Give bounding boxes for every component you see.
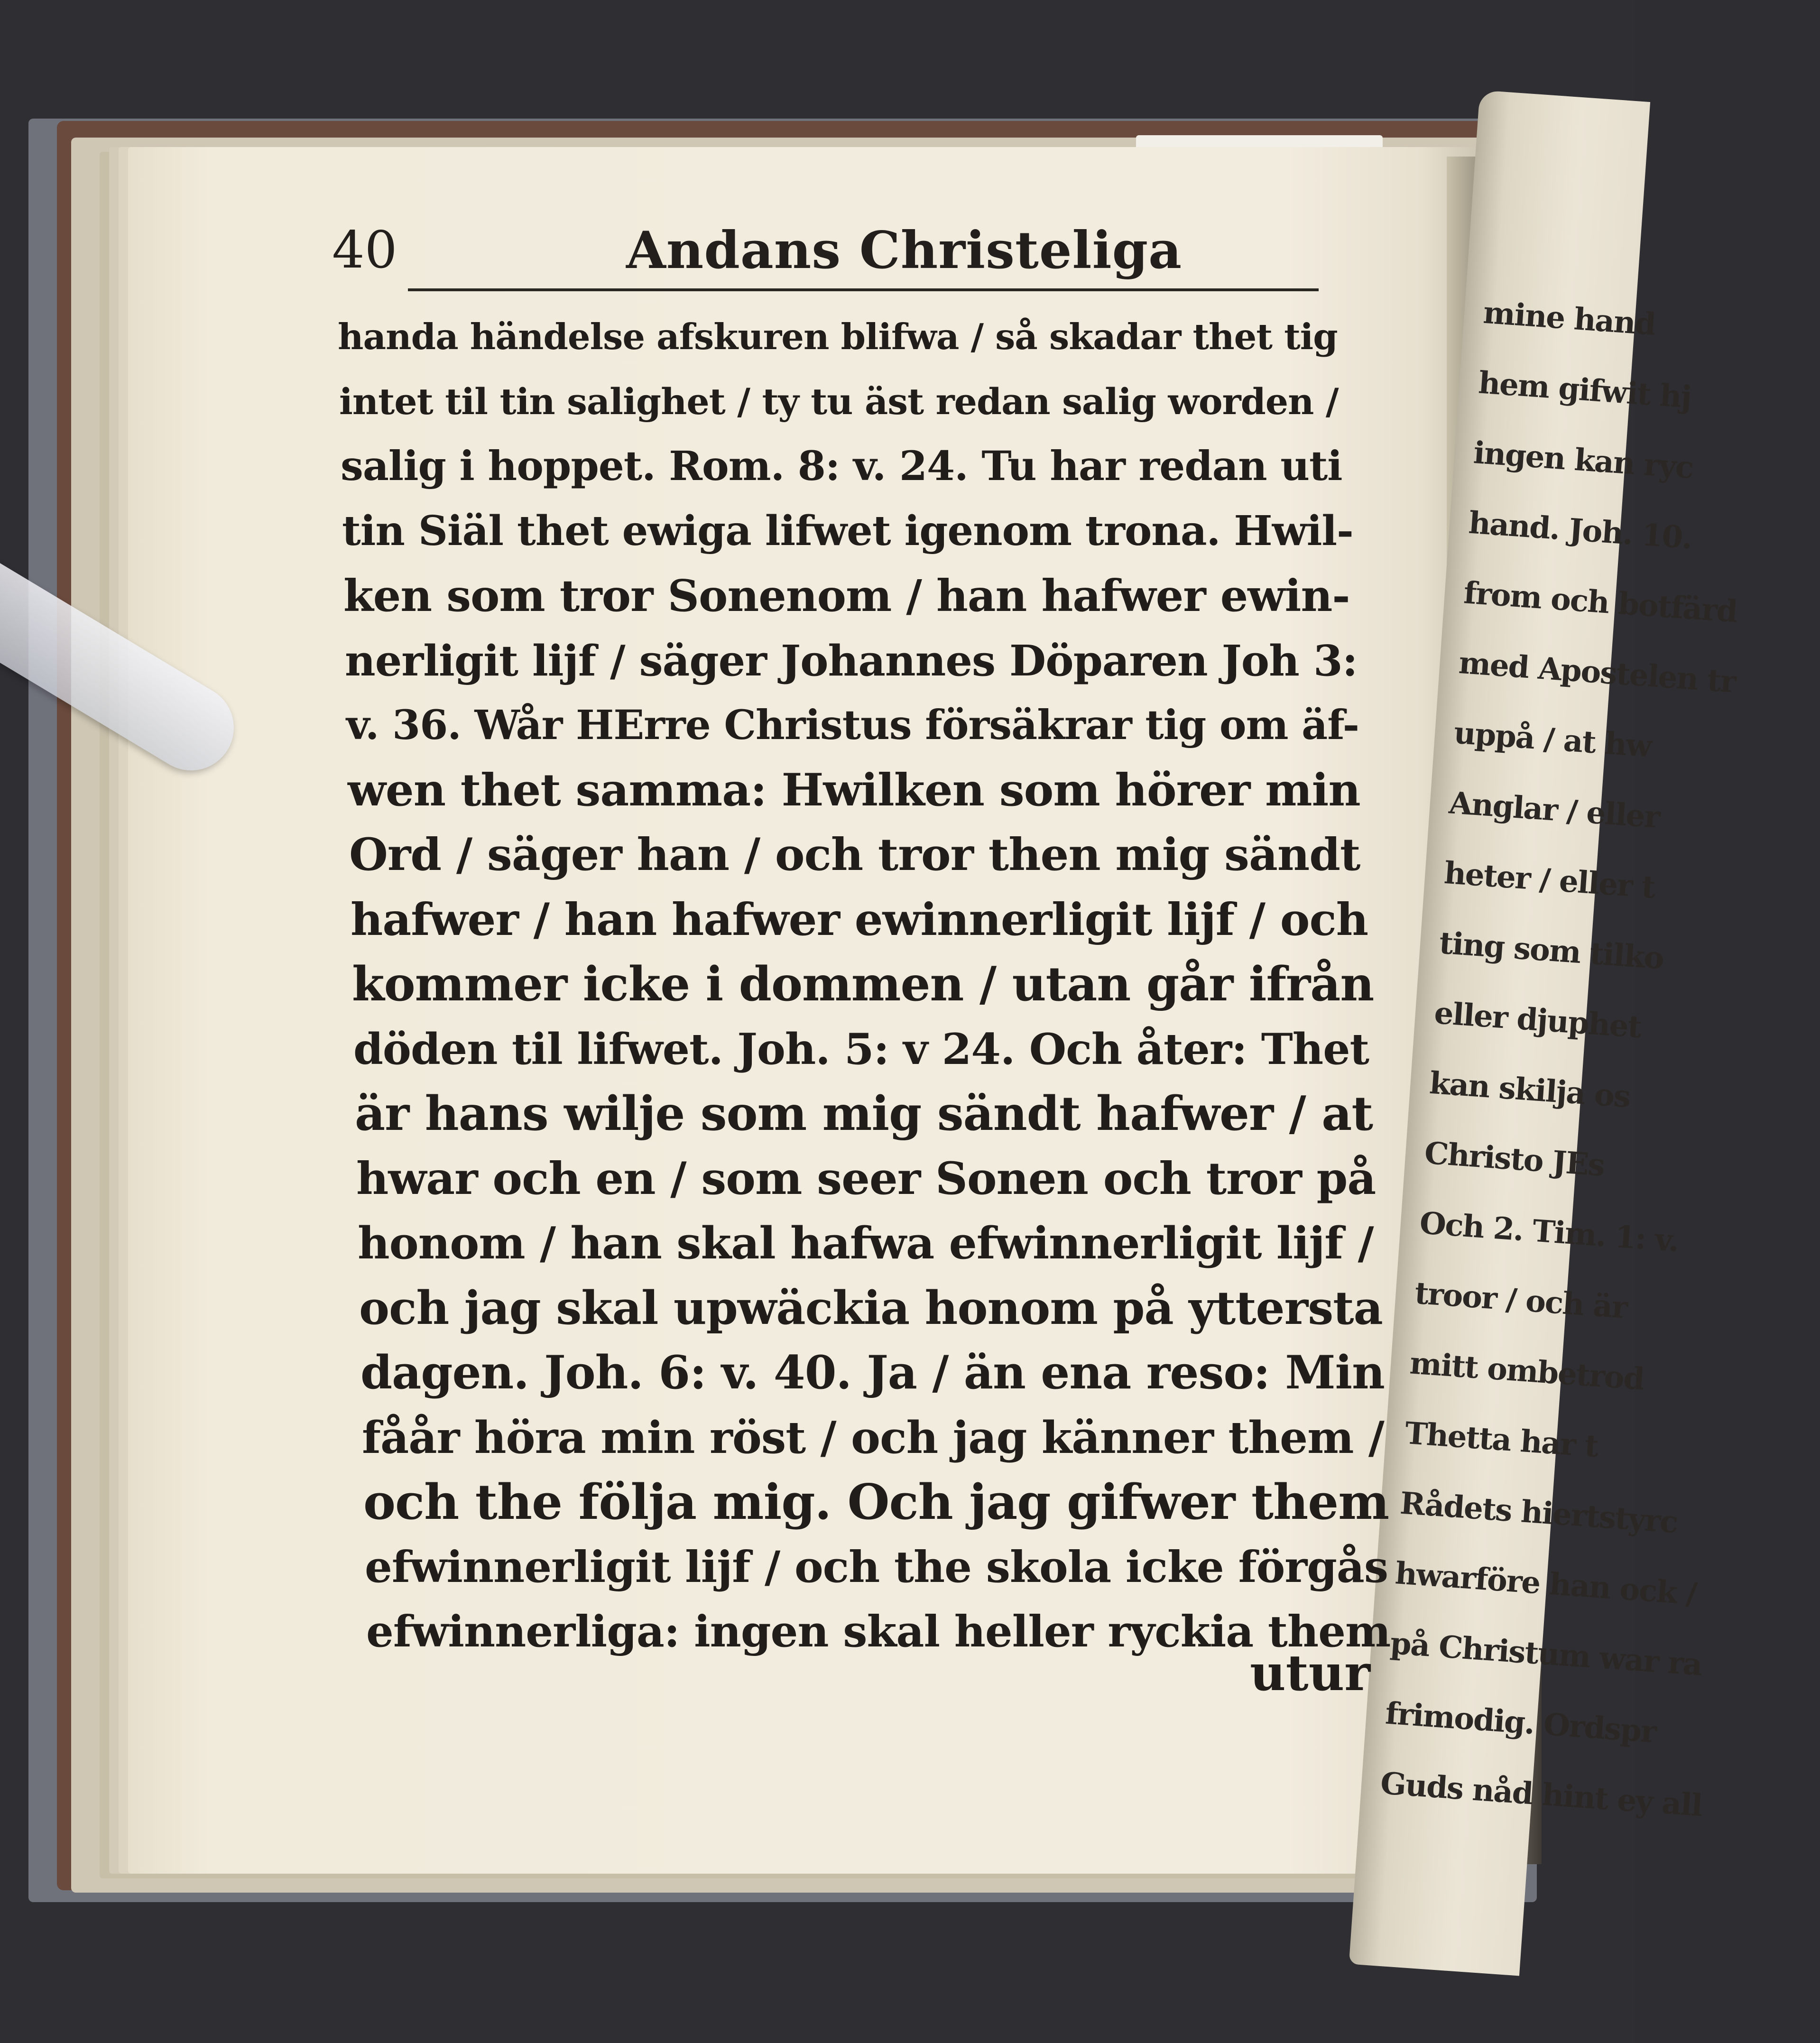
text-line: fåår höra min röst / och jag känner them / [362,1411,1384,1463]
text-line: tin Siäl thet ewiga lifwet igenom trona. Hwil- [342,507,1353,555]
catchword: utur [1250,1644,1371,1702]
text-line: döden til lifwet. Joh. 5: v 24. Och åter: Thet [353,1024,1369,1074]
opposite-page-line: Anglar / eller [1448,785,1661,836]
text-line: efwinnerligit lijf / och the skola icke förgås [365,1542,1388,1592]
opposite-page-line: eller djuphet [1433,995,1642,1045]
opposite-page-line: hem gifwit hj [1477,365,1692,416]
opposite-page-line: heter / eller t [1443,855,1656,906]
opposite-page-line: uppå / at hw [1452,715,1653,765]
text-line: är hans wilje som mig sändt hafwer / at [355,1086,1373,1141]
opposite-page-line: Rådets hiertstyrc [1399,1485,1679,1541]
page-header [332,221,1328,282]
text-line: dagen. Joh. 6: v. 40. Ja / än ena reso: Min [360,1346,1385,1399]
text-line: hafwer / han hafwer ewinnerligit lijf / och [351,893,1368,946]
opposite-page-line: frimodig. Ordspr [1384,1695,1657,1750]
opposite-page-line: troor / och är [1414,1275,1628,1326]
header-rule [408,288,1319,291]
text-line: kommer icke i dommen / utan går ifrån [352,957,1374,1012]
text-line: salig i hoppet. Rom. 8: v. 24. Tu har redan uti [341,443,1342,490]
text-line: handa händelse afskuren blifwa / så skadar thet tig [338,316,1338,358]
opposite-page-line: Thetta har t [1404,1415,1599,1465]
text-line: honom / han skal hafwa efwinnerligit lijf / [358,1217,1374,1269]
opposite-page-line: på Christum war ra [1389,1625,1703,1683]
opposite-page-line: ingen kan ryc [1472,435,1694,486]
opposite-page-line: Christo JEs [1423,1135,1606,1183]
text-line: hwar och en / som seer Sonen och tror på [356,1152,1376,1205]
opposite-page-line: med Apostelen tr [1458,645,1737,700]
opposite-page-line: from och botfärd [1462,575,1738,630]
text-line: och the följa mig. Och jag gifwer them [363,1474,1389,1531]
opposite-page-line: hwarföre han ock / [1394,1555,1698,1612]
text-line: v. 36. Wår HErre Christus försäkrar tig om äf- [346,702,1359,749]
running-title: Andans Christeliga [626,221,1183,280]
text-line: ken som tror Sonenom / han hafwer ewin- [343,570,1350,621]
text-line: wen thet samma: Hwilken som hörer min [348,764,1360,816]
opposite-page-line: hand. Joh. 10. [1467,505,1693,556]
opposite-page-line: Och 2. Tim. 1: v. [1418,1205,1680,1259]
text-line: och jag skal upwäckia honom på yttersta [359,1281,1383,1335]
opposite-page-line: ting som tilko [1438,925,1665,977]
opposite-page-line: mitt ombetrod [1408,1345,1645,1397]
text-line: nerligit lijf / säger Johannes Döparen Joh 3: [345,635,1358,685]
opposite-page-line: Guds nåd hint ey all [1379,1766,1703,1824]
text-line: Ord / säger han / och tror then mig sändt [349,829,1360,881]
page-number: 40 [332,221,397,280]
text-line: efwinnerliga: ingen skal heller ryckia them [366,1607,1391,1657]
opposite-page-line: mine hand [1482,295,1656,342]
text-line: intet til tin salighet / ty tu äst redan salig worden / [339,380,1339,423]
opposite-page-line: kan skilja os [1428,1065,1631,1115]
